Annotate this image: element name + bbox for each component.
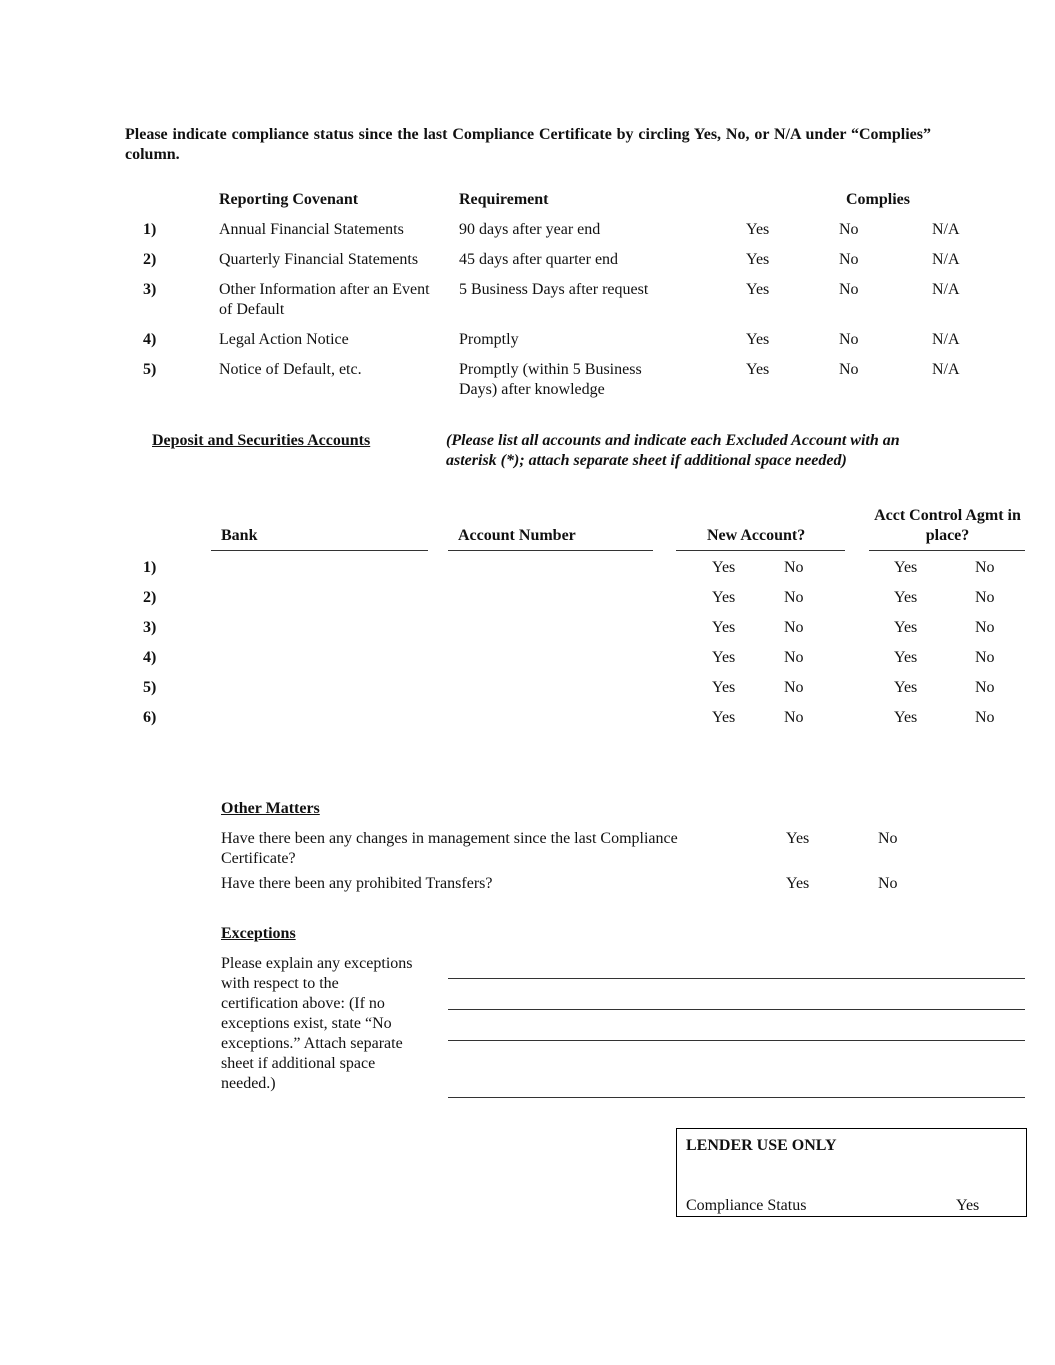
option-na[interactable]: N/A: [932, 331, 960, 348]
new-account-no[interactable]: No: [784, 679, 804, 696]
new-account-yes[interactable]: Yes: [712, 679, 736, 696]
new-account-yes[interactable]: Yes: [712, 619, 736, 636]
other-matters-title: Other Matters: [221, 800, 320, 817]
option-na[interactable]: N/A: [932, 221, 960, 238]
option-no[interactable]: No: [878, 875, 898, 892]
option-yes[interactable]: Yes: [746, 361, 770, 378]
acct-control-yes[interactable]: Yes: [894, 619, 918, 636]
row-number: 6): [143, 709, 157, 726]
deposit-accounts-title: Deposit and Securities Accounts: [152, 432, 371, 449]
option-no[interactable]: No: [839, 361, 859, 378]
header-reporting-covenant: Reporting Covenant: [219, 191, 359, 208]
header-bank: Bank: [221, 527, 258, 544]
acct-control-no[interactable]: No: [975, 589, 995, 606]
bank-header-rule: [211, 550, 428, 551]
acct-control-header-rule: [869, 550, 1025, 551]
new-account-no[interactable]: No: [784, 649, 804, 666]
covenant-name: Notice of Default, etc.: [219, 361, 362, 378]
row-number: 4): [143, 331, 157, 348]
option-no[interactable]: No: [839, 331, 859, 348]
acct-control-no[interactable]: No: [975, 649, 995, 666]
covenant-name: Quarterly Financial Statements: [219, 251, 419, 268]
exceptions-title: Exceptions: [221, 925, 296, 942]
covenant-requirement: 90 days after year end: [459, 221, 601, 238]
header-complies: Complies: [846, 191, 910, 208]
option-yes[interactable]: Yes: [746, 331, 770, 348]
acct-control-yes[interactable]: Yes: [894, 679, 918, 696]
question-text: Have there been any changes in management since the last Compliance Certificate?: [221, 830, 678, 867]
compliance-instructions: Please indicate compliance status since the last Compliance Certificate by circling Yes, No, or N/A under “Complies” column.: [125, 126, 931, 163]
row-number: 1): [143, 221, 157, 238]
acct-control-no[interactable]: No: [975, 709, 995, 726]
covenant-requirement: Promptly (within 5 Business Days) after knowledge: [459, 361, 642, 398]
new-account-yes[interactable]: Yes: [712, 649, 736, 666]
deposit-accounts-note: (Please list all accounts and indicate each Excluded Account with an asterisk (*); attach separate sheet if additional space needed): [446, 432, 900, 469]
option-yes[interactable]: Yes: [786, 830, 810, 847]
compliance-status-value: Yes: [956, 1197, 980, 1214]
new-account-header-rule: [676, 550, 845, 551]
option-no[interactable]: No: [839, 281, 859, 298]
exceptions-line[interactable]: [448, 1009, 1025, 1010]
header-requirement: Requirement: [459, 191, 549, 208]
row-number: 5): [143, 361, 157, 378]
row-number: 1): [143, 559, 157, 576]
acct-control-yes[interactable]: Yes: [894, 589, 918, 606]
covenant-requirement: Promptly: [459, 331, 519, 348]
option-na[interactable]: N/A: [932, 361, 960, 378]
exceptions-line[interactable]: [448, 1040, 1025, 1041]
option-no[interactable]: No: [839, 251, 859, 268]
row-number: 3): [143, 281, 157, 298]
lender-use-only-box: [676, 1128, 1027, 1217]
row-number: 2): [143, 251, 157, 268]
new-account-yes[interactable]: Yes: [712, 559, 736, 576]
row-number: 5): [143, 679, 157, 696]
acct-control-yes[interactable]: Yes: [894, 649, 918, 666]
covenant-name: Annual Financial Statements: [219, 221, 404, 238]
new-account-yes[interactable]: Yes: [712, 709, 736, 726]
exceptions-line[interactable]: [448, 1097, 1025, 1098]
header-new-account: New Account?: [707, 527, 806, 544]
acct-control-no[interactable]: No: [975, 679, 995, 696]
acct-control-yes[interactable]: Yes: [894, 709, 918, 726]
acct-control-yes[interactable]: Yes: [894, 559, 918, 576]
option-na[interactable]: N/A: [932, 281, 960, 298]
covenant-name: Other Information after an Event of Default: [219, 281, 430, 318]
lender-box-title: LENDER USE ONLY: [686, 1137, 837, 1154]
row-number: 4): [143, 649, 157, 666]
option-no[interactable]: No: [878, 830, 898, 847]
option-no[interactable]: No: [839, 221, 859, 238]
covenant-requirement: 45 days after quarter end: [459, 251, 619, 268]
compliance-status-label: Compliance Status: [686, 1197, 807, 1214]
acct-control-no[interactable]: No: [975, 619, 995, 636]
row-number: 2): [143, 589, 157, 606]
option-yes[interactable]: Yes: [746, 221, 770, 238]
header-account-number: Account Number: [458, 527, 576, 544]
new-account-no[interactable]: No: [784, 559, 804, 576]
account-header-rule: [448, 550, 653, 551]
exceptions-line[interactable]: [448, 978, 1025, 979]
option-yes[interactable]: Yes: [786, 875, 810, 892]
new-account-no[interactable]: No: [784, 619, 804, 636]
new-account-yes[interactable]: Yes: [712, 589, 736, 606]
option-yes[interactable]: Yes: [746, 281, 770, 298]
acct-control-no[interactable]: No: [975, 559, 995, 576]
option-yes[interactable]: Yes: [746, 251, 770, 268]
row-number: 3): [143, 619, 157, 636]
new-account-no[interactable]: No: [784, 709, 804, 726]
covenant-requirement: 5 Business Days after request: [459, 281, 649, 298]
exceptions-instructions: Please explain any exceptions with respect to the certification above: (If no exceptions exist, state “No exceptions.” Attach separate sheet if additional space needed.): [221, 955, 413, 1092]
new-account-no[interactable]: No: [784, 589, 804, 606]
covenant-name: Legal Action Notice: [219, 331, 349, 348]
header-acct-control: Acct Control Agmt in place?: [874, 507, 1021, 544]
option-na[interactable]: N/A: [932, 251, 960, 268]
question-text: Have there been any prohibited Transfers?: [221, 875, 493, 892]
